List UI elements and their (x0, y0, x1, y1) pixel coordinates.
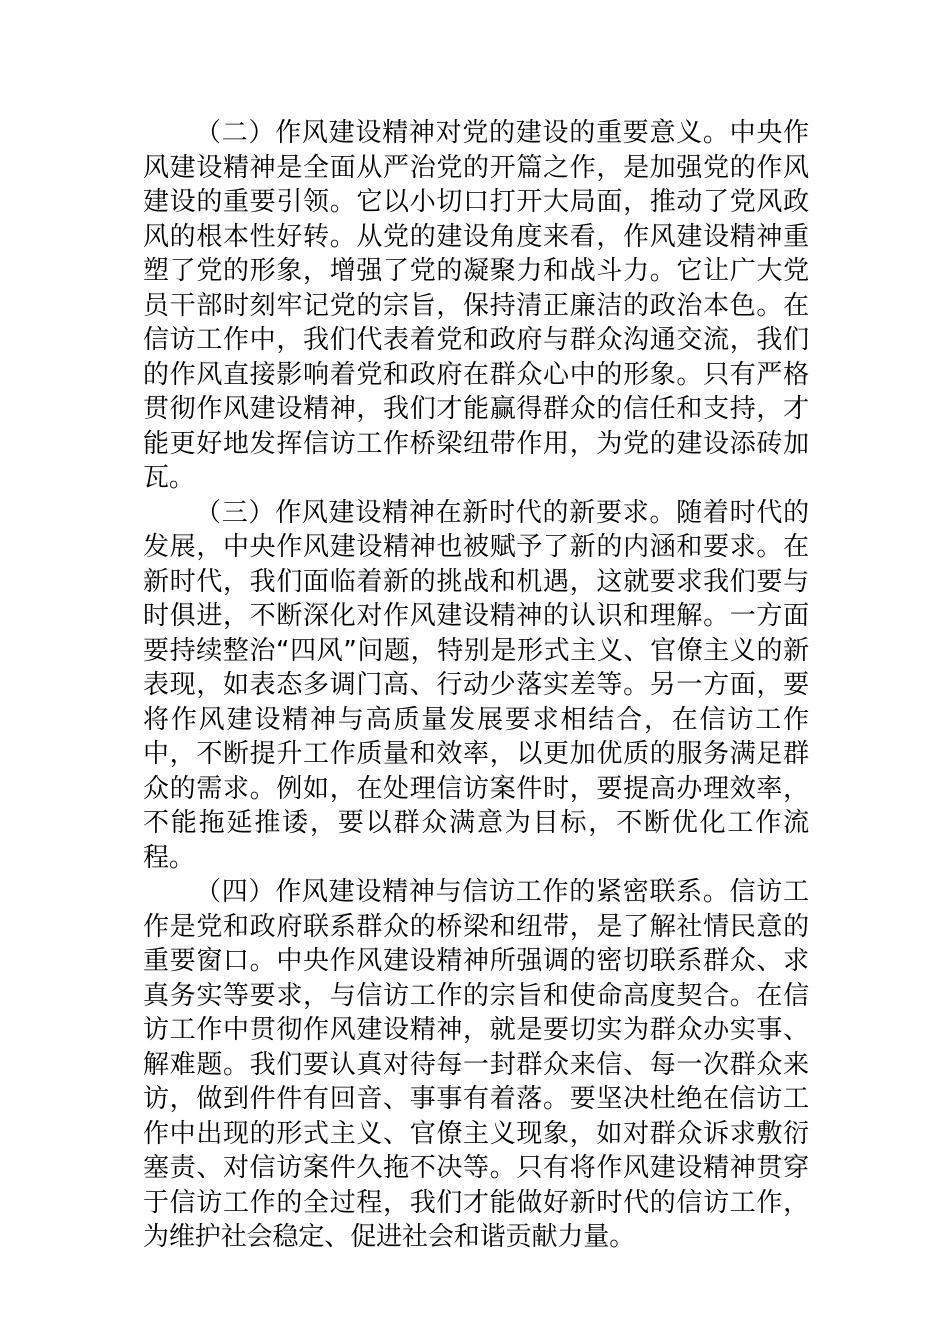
paragraph-section-3: （三）作风建设精神在新时代的新要求。随着时代的发展，中央作风建设精神也被赋予了新的内涵和要求。在新时代，我们面临着新的挑战和机遇，这就要求我们要与时俱进，不断深化对作风建设精神的认识和理解。一方面要持续整治“四风”问题，特别是形式主义、官僚主义的新表现，如表态多调门高、行动少落实差等。另一方面，要将作风建设精神与高质量发展要求相结合，在信访工作中，不断提升工作质量和效率，以更加优质的服务满足群众的需求。例如，在处理信访案件时，要提高办理效率，不能拖延推诿，要以群众满意为目标，不断优化工作流程。 (143, 497, 809, 873)
paragraph-section-2: （二）作风建设精神对党的建设的重要意义。中央作风建设精神是全面从严治党的开篇之作，是加强党的作风建设的重要引领。它以小切口打开大局面，推动了党风政风的根本性好转。从党的建设角度来看，作风建设精神重塑了党的形象，增强了党的凝聚力和战斗力。它让广大党员干部时刻牢记党的宗旨，保持清正廉洁的政治本色。在信访工作中，我们代表着党和政府与群众沟通交流，我们的作风直接影响着党和政府在群众心中的形象。只有严格贯彻作风建设精神，我们才能赢得群众的信任和支持，才能更好地发挥信访工作桥梁纽带作用，为党的建设添砖加瓦。 (143, 118, 809, 493)
paragraph-section-4: （四）作风建设精神与信访工作的紧密联系。信访工作是党和政府联系群众的桥梁和纽带，是了解社情民意的重要窗口。中央作风建设精神所强调的密切联系群众、求真务实等要求，与信访工作的宗旨和使命高度契合。在信访工作中贯彻作风建设精神，就是要切实为群众办实事、解难题。我们要认真对待每一封群众来信、每一次群众来访，做到件件有回音、事事有着落。要坚决杜绝在信访工作中出现的形式主义、官僚主义现象，如对群众诉求敷衍塞责、对信访案件久拖不决等。只有将作风建设精神贯穿于信访工作的全过程，我们才能做好新时代的信访工作，为维护社会稳定、促进社会和谐贡献力量。 (143, 877, 809, 1252)
document-body (143, 116, 809, 1255)
